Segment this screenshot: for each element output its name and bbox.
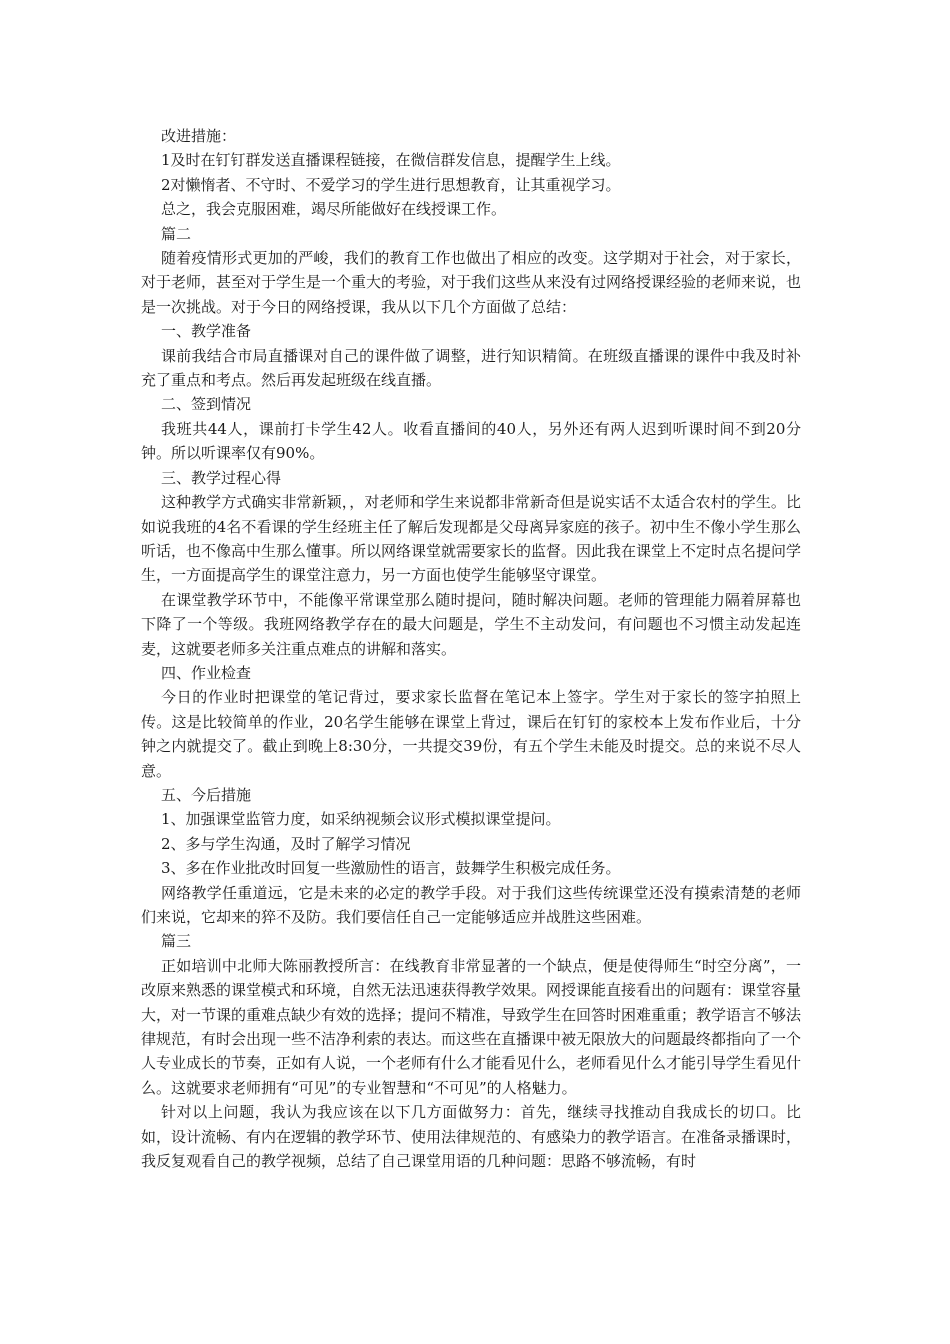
heading-homework-check: 四、作业检查 — [161, 663, 252, 682]
heading-teaching-experience: 三、教学过程心得 — [161, 468, 282, 487]
improvement-item-2: 2对懒惰者、不守时、不爱学习的学生进行思想教育，让其重视学习。 — [161, 175, 621, 194]
improvement-heading: 改进措施： — [161, 127, 237, 145]
section-heading-part-three: 篇三 — [161, 932, 192, 951]
section-heading-part-two: 篇二 — [161, 224, 192, 243]
attendance-paragraph: 我班共44人，课前打卡学生42人。收看直播间的40人，另外还有两人迟到听课时间不到20分钟。所以听课率仅有90%。 — [141, 419, 801, 463]
part-three-paragraph-1: 正如培训中北师大陈丽教授所言：在线教育非常显著的一个缺点，便是使得师生“时空分离”，一改原来熟悉的课堂模式和环境，自然无法迅速获得教学效果。网授课能直接看出的问题有：课堂容量大，对一节课的重难点缺少有效的选择；提问不精准，导致学生在回答时困难重重；教学语言不够法律规范，有时会出现一些不洁净利索的表达。而这些在直播课中被无限放大的问题最终都指向了一个人专业成长的节奏，正如有人说，一个老师有什么才能看见什么，老师看见什么才能引导学生看见什么。这就要求老师拥有“可见”的专业智慧和“不可见”的人格魅力。 — [141, 956, 802, 1097]
homework-check-paragraph: 今日的作业时把课堂的笔记背过，要求家长监督在笔记本上签字。学生对于家长的签字拍照上传。这是比较简单的作业，20名学生能够在课堂上背过，课后在钉钉的家校本上发布作业后，十分钟之内就提交了。截止到晚上8:30分，一共提交39份，有五个学生未能及时提交。总的来说不尽人意。 — [141, 688, 801, 780]
part-three-paragraph-2: 针对以上问题，我认为我应该在以下几方面做努力：首先，继续寻找推动自我成长的切口。比如，设计流畅、有内在逻辑的教学环节、使用法律规范的、有感染力的教学语言。在准备录播课时，我反复观看自己的教学视频，总结了自己课堂用语的几种问题：思路不够流畅，有时 — [141, 1103, 802, 1171]
heading-future-measures: 五、今后措施 — [161, 785, 252, 804]
document-body — [141, 124, 801, 1173]
teaching-preparation-paragraph: 课前我结合市局直播课对自己的课件做了调整，进行知识精简。在班级直播课的课件中我及时补充了重点和考点。然后再发起班级在线直播。 — [141, 346, 801, 390]
conclusion-paragraph: 网络教学任重道远，它是未来的必定的教学手段。对于我们这些传统课堂还没有摸索清楚的老师们来说，它却来的猝不及防。我们要信任自己一定能够适应并战胜这些困难。 — [141, 883, 801, 926]
future-measure-3: 3、多在作业批改时回复一些激励性的语言，鼓舞学生积极完成任务。 — [161, 859, 621, 878]
summary-paragraph: 总之，我会克服困难，竭尽所能做好在线授课工作。 — [161, 200, 507, 219]
future-measure-2: 2、多与学生沟通，及时了解学习情况 — [161, 834, 411, 853]
heading-teaching-preparation: 一、教学准备 — [161, 322, 252, 341]
heading-attendance: 二、签到情况 — [161, 395, 252, 414]
improvement-item-1: 1及时在钉钉群发送直播课程链接，在微信群发信息，提醒学生上线。 — [161, 151, 621, 170]
future-measure-1: 1、加强课堂监管力度，如采纳视频会议形式模拟课堂提问。 — [161, 810, 561, 829]
teaching-experience-paragraph-2: 在课堂教学环节中，不能像平常课堂那么随时提问，随时解决问题。老师的管理能力隔着屏幕也下降了一个等级。我班网络教学存在的最大问题是，学生不主动发问，有问题也不习惯主动发起连麦，这就要老师多关注重点难点的讲解和落实。 — [141, 590, 801, 658]
teaching-experience-paragraph-1: 这种教学方式确实非常新颖，，对老师和学生来说都非常新奇但是说实话不太适合农村的学生。比如说我班的4名不看课的学生经班主任了解后发现都是父母离异家庭的孩子。初中生不像小学生那么听话，也不像高中生那么懂事。所以网络课堂就需要家长的监督。因此我在课堂上不定时点名提问学生，一方面提高学生的课堂注意力，另一方面也使学生能够坚守课堂。 — [141, 493, 802, 585]
intro-paragraph: 随着疫情形式更加的严峻，我们的教育工作也做出了相应的改变。这学期对于社会，对于家长，对于老师，甚至对于学生是一个重大的考验，对于我们这些从来没有过网络授课经验的老师来说，也是一次挑战。对于今日的网络授课，我从以下几个方面做了总结： — [141, 249, 802, 316]
